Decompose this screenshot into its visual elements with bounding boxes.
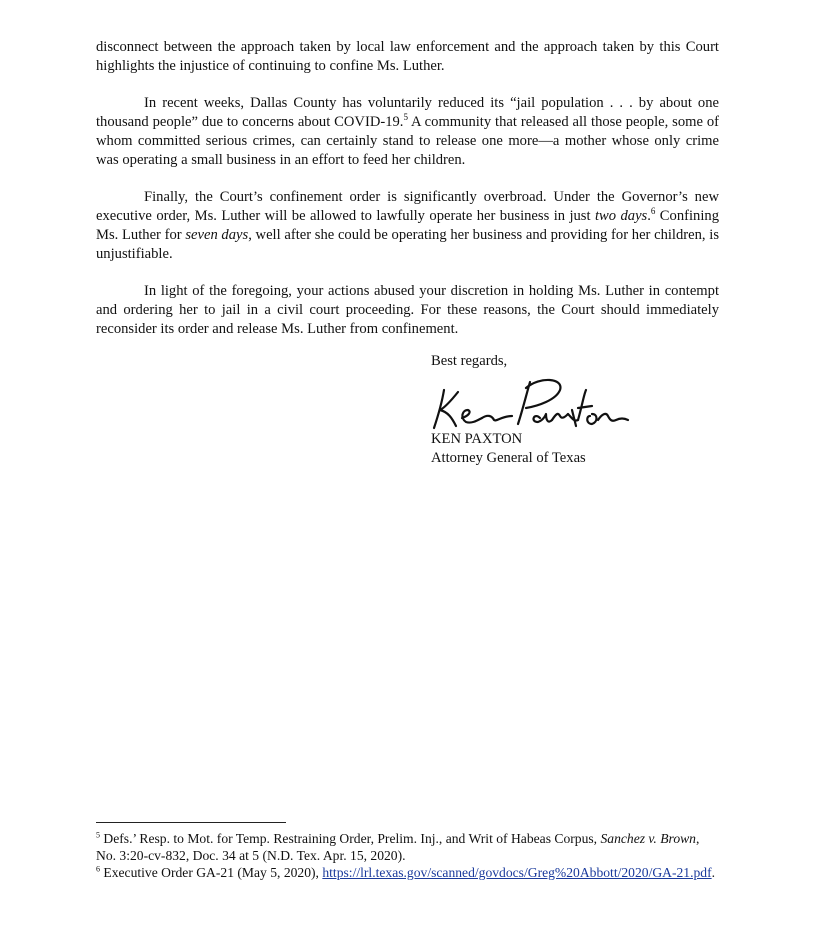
footnote-5-case-name: Sanchez v. Brown [600,831,696,846]
footnote-ref-5[interactable]: 5 [403,112,408,123]
paragraph-3-text-c: Confining Ms. Luther for [96,208,719,243]
paragraph-4-text: In light of the foregoing, your actions abused your discretion in holding Ms. Luther in contempt and ordering her to jail in a civil court proceeding. For these reasons, the Court should immediately reconsider its order and release Ms. Luther from confinement. [96,283,719,337]
paragraph-3-text-d: , well after she could be operating her business and providing for her children, is unjustifiable. [96,227,719,262]
footnote-6 [96,864,720,881]
paragraph-4 [96,282,719,339]
footnote-5-text-a: Defs.’ Resp. to Mot. for Temp. Restraining Order, Prelim. Inj., and Writ of Habeas Corpus, [100,831,601,846]
footnote-5-text-b: , No. 3:20-cv-832, Doc. 34 at 5 (N.D. Tex. Apr. 15, 2020). [96,831,700,863]
paragraph-3 [96,188,719,264]
signer-title: Attorney General of Texas [431,450,586,466]
paragraph-3-period: . [647,208,651,224]
footnote-5 [96,830,720,864]
footnote-6-text-b: . [711,865,716,880]
paragraph-2 [96,94,719,170]
paragraph-2-text-b: A community that released all those people, some of whom committed serious crimes, can certainly stand to release one more—a mother whose only crime was operating a small business in an effort to feed her children. [96,114,720,168]
footnote-divider [96,822,286,823]
signature-image [422,372,632,436]
signer-block [431,430,586,468]
paragraph-1 [96,38,719,76]
closing-salutation: Best regards, [431,353,508,369]
footnote-6-marker: 6 [96,864,100,874]
footnote-ref-6[interactable]: 6 [650,206,656,217]
footnotes [96,830,720,881]
footnote-5-marker: 5 [96,830,100,840]
footnote-6-text-a: Executive Order GA-21 (May 5, 2020), [100,865,323,880]
signer-name: KEN PAXTON [431,431,523,447]
paragraph-3-emphasis-seven-days: seven days [185,227,249,243]
paragraph-1-text: disconnect between the approach taken by local law enforcement and the approach taken by this Court highlights the injustice of continuing to confine Ms. Luther. [96,39,719,74]
paragraph-3-text-a: Finally, the Court’s confinement order is significantly overbroad. Under the Governor’s new executive order, Ms. Luther will be allowed to lawfully operate her business in just [96,189,719,224]
letter-body [96,38,719,339]
footnote-6-link[interactable]: https://lrl.texas.gov/scanned/govdocs/Greg%20Abbott/2020/GA-21.pdf [322,865,712,880]
paragraph-3-emphasis-two-days: two days [594,208,648,224]
paragraph-2-text-a: In recent weeks, Dallas County has voluntarily reduced its “jail population . . . by about one thousand people” due to concerns about COVID-19. [96,95,719,130]
